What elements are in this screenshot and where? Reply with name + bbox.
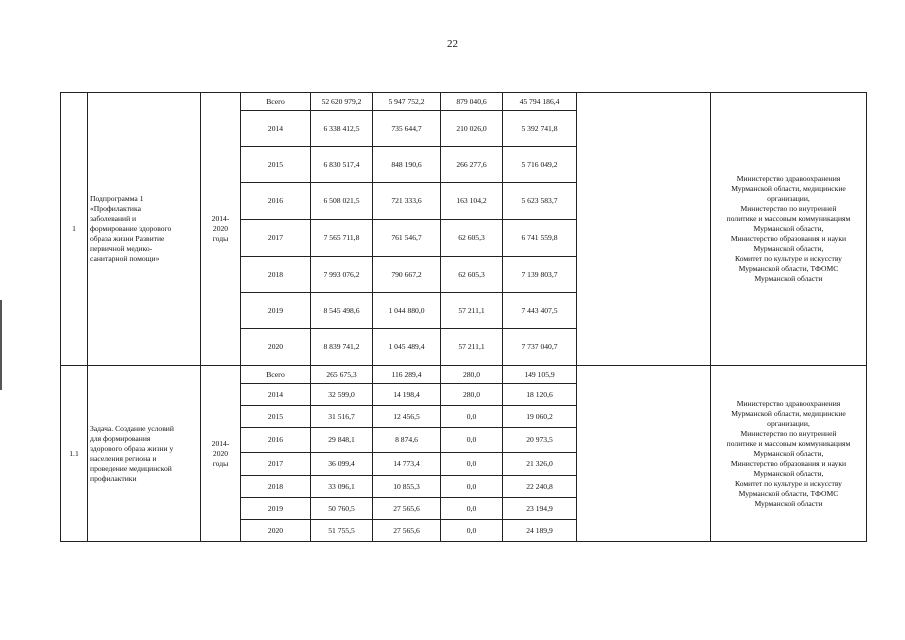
funding-cell: 10 855,3 <box>373 476 441 498</box>
page-number: 22 <box>447 38 458 50</box>
funding-cell: 210 026,0 <box>441 111 503 147</box>
funding-cell: 6 741 559,8 <box>503 220 577 257</box>
funding-cell: 19 060,2 <box>503 406 577 428</box>
funding-cell: 5 716 049,2 <box>503 147 577 183</box>
funding-cell: 12 456,5 <box>373 406 441 428</box>
funding-cell: 24 189,9 <box>503 520 577 542</box>
year-cell: 2017 <box>241 453 311 476</box>
period: 2014- 2020 годы <box>201 93 241 366</box>
total-cell: 7 565 711,8 <box>311 220 373 257</box>
funding-cell: 721 333,6 <box>373 183 441 220</box>
funding-cell: 280,0 <box>441 384 503 406</box>
period: 2014- 2020 годы <box>201 366 241 542</box>
funding-cell: 735 644,7 <box>373 111 441 147</box>
funding-cell: 149 105,9 <box>503 366 577 384</box>
total-cell: 31 516,7 <box>311 406 373 428</box>
funding-cell: 1 044 880,0 <box>373 293 441 329</box>
total-cell: 52 620 979,2 <box>311 93 373 111</box>
budget-table <box>60 92 867 542</box>
executors: Министерство здравоохранения Мурманской области, медицинские организации, Министерство по внутренней политике и массовым коммуникациям Мурманской области, Министерство образования и науки Мурманской области, Комитет по культуре и искусству Мурманской области, ТФОМС Мурманской области <box>711 366 867 542</box>
funding-cell: 0,0 <box>441 476 503 498</box>
funding-cell: 879 040,6 <box>441 93 503 111</box>
funding-cell: 848 190,6 <box>373 147 441 183</box>
funding-cell: 163 104,2 <box>441 183 503 220</box>
executors: Министерство здравоохранения Мурманской области, медицинские организации, Министерство по внутренней политике и массовым коммуникациям Мурманской области, Министерство образования и науки Мурманской области, Комитет по культуре и искусству Мурманской области, ТФОМС Мурманской области <box>711 93 867 366</box>
total-cell: 265 675,3 <box>311 366 373 384</box>
funding-cell: 22 240,8 <box>503 476 577 498</box>
funding-cell: 0,0 <box>441 406 503 428</box>
total-cell: 6 830 517,4 <box>311 147 373 183</box>
funding-cell: 0,0 <box>441 498 503 520</box>
year-cell: 2016 <box>241 183 311 220</box>
funding-cell: 0,0 <box>441 428 503 453</box>
funding-cell: 0,0 <box>441 453 503 476</box>
year-cell: 2015 <box>241 406 311 428</box>
total-cell: 32 599,0 <box>311 384 373 406</box>
year-cell: Всего <box>241 93 311 111</box>
table-row <box>61 366 867 384</box>
funding-cell: 7 737 040,7 <box>503 329 577 366</box>
funding-cell: 280,0 <box>441 366 503 384</box>
funding-cell: 790 667,2 <box>373 257 441 293</box>
funding-cell: 27 565,6 <box>373 498 441 520</box>
total-cell: 6 508 021,5 <box>311 183 373 220</box>
table-row <box>61 93 867 111</box>
total-cell: 51 755,5 <box>311 520 373 542</box>
program-name: Подпрограмма 1 «Профилактика заболеваний и формирование здорового образа жизни Развитие первичной медико- санитарной помощи» <box>88 93 201 366</box>
empty-cell <box>577 366 711 542</box>
funding-cell: 7 139 803,7 <box>503 257 577 293</box>
funding-cell: 62 605,3 <box>441 220 503 257</box>
funding-cell: 57 211,1 <box>441 329 503 366</box>
total-cell: 33 096,1 <box>311 476 373 498</box>
funding-cell: 57 211,1 <box>441 293 503 329</box>
year-cell: 2019 <box>241 498 311 520</box>
funding-cell: 761 546,7 <box>373 220 441 257</box>
year-cell: 2018 <box>241 257 311 293</box>
total-cell: 50 760,5 <box>311 498 373 520</box>
funding-cell: 266 277,6 <box>441 147 503 183</box>
funding-cell: 62 605,3 <box>441 257 503 293</box>
year-cell: 2017 <box>241 220 311 257</box>
scan-edge-mark <box>0 300 2 390</box>
funding-cell: 23 194,9 <box>503 498 577 520</box>
total-cell: 7 993 076,2 <box>311 257 373 293</box>
funding-cell: 14 773,4 <box>373 453 441 476</box>
year-cell: 2020 <box>241 520 311 542</box>
empty-cell <box>577 93 711 366</box>
year-cell: 2015 <box>241 147 311 183</box>
total-cell: 29 848,1 <box>311 428 373 453</box>
year-cell: 2014 <box>241 111 311 147</box>
total-cell: 8 839 741,2 <box>311 329 373 366</box>
year-cell: 2016 <box>241 428 311 453</box>
funding-cell: 5 623 583,7 <box>503 183 577 220</box>
year-cell: 2014 <box>241 384 311 406</box>
year-cell: Всего <box>241 366 311 384</box>
funding-cell: 5 947 752,2 <box>373 93 441 111</box>
funding-cell: 45 794 186,4 <box>503 93 577 111</box>
funding-cell: 0,0 <box>441 520 503 542</box>
total-cell: 8 545 498,6 <box>311 293 373 329</box>
funding-cell: 7 443 407,5 <box>503 293 577 329</box>
funding-cell: 18 120,6 <box>503 384 577 406</box>
year-cell: 2020 <box>241 329 311 366</box>
row-number: 1.1 <box>61 366 88 542</box>
year-cell: 2019 <box>241 293 311 329</box>
program-name: Задача. Создание условий для формирования здорового образа жизни у населения региона и проведение медицинской профилактики <box>88 366 201 542</box>
funding-cell: 20 973,5 <box>503 428 577 453</box>
funding-cell: 8 874,6 <box>373 428 441 453</box>
funding-cell: 1 045 489,4 <box>373 329 441 366</box>
funding-cell: 21 326,0 <box>503 453 577 476</box>
row-number: 1 <box>61 93 88 366</box>
year-cell: 2018 <box>241 476 311 498</box>
funding-cell: 116 289,4 <box>373 366 441 384</box>
funding-cell: 27 565,6 <box>373 520 441 542</box>
total-cell: 6 338 412,5 <box>311 111 373 147</box>
total-cell: 36 099,4 <box>311 453 373 476</box>
funding-cell: 5 392 741,8 <box>503 111 577 147</box>
funding-cell: 14 198,4 <box>373 384 441 406</box>
